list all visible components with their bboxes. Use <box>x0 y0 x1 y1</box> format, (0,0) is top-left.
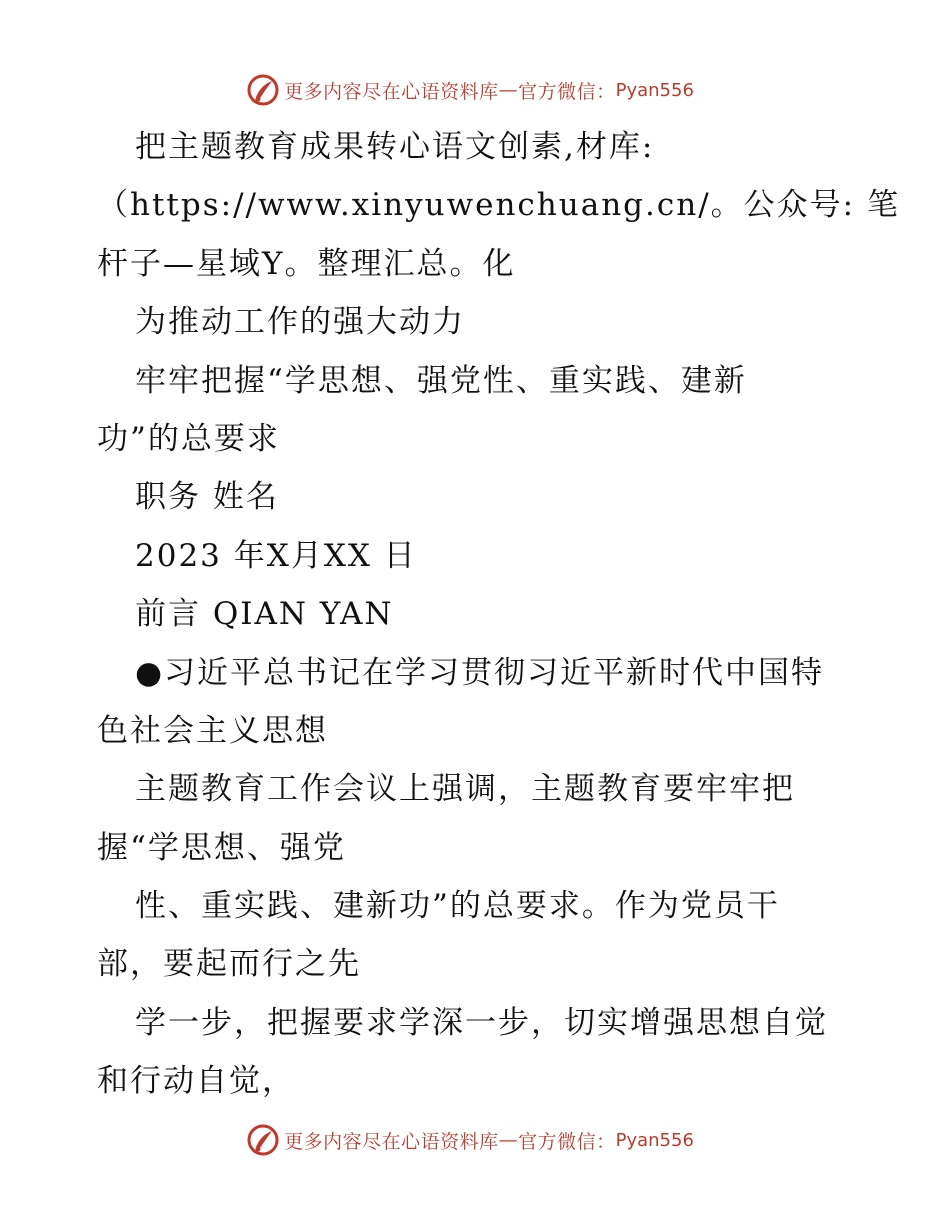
document-body <box>97 118 900 1111</box>
banner-dash: — <box>498 79 519 101</box>
brush-logo-icon <box>246 73 280 107</box>
text-line: 学一步，把握要求学深一步，切实增强思想自觉 <box>135 1004 828 1041</box>
banner-wechat-label: 官方微信： <box>518 80 616 103</box>
banner-wechat-id: Pyan556 <box>615 79 694 101</box>
footer-watermark-banner <box>0 1120 950 1160</box>
text-line: 前言 QIAN YAN <box>135 596 394 633</box>
text-line: 握“学思想、强党 <box>97 829 346 866</box>
text-line: 主题教育工作会议上强调，主题教育要牢牢把 <box>135 771 795 808</box>
text-line: 性、重实践、建新功”的总要求。作为党员干 <box>135 888 780 925</box>
text-line: 职务 姓名 <box>135 479 279 516</box>
text-line: 2023 年X月XX 日 <box>135 537 417 574</box>
banner-wechat-label: 官方微信： <box>518 1130 616 1153</box>
text-line: 牢牢把握“学思想、强党性、重实践、建新 <box>135 362 747 399</box>
text-line: 部，要起而行之先 <box>97 946 361 983</box>
text-line: 功”的总要求 <box>97 420 280 457</box>
text-line: 把主题教育成果转心语文创素,材库: <box>135 129 655 165</box>
text-line: （https://www.xinyuwenchuang.cn/。公众号: 笔 <box>97 187 900 224</box>
banner-dash: — <box>498 1129 519 1151</box>
banner-wechat-id: Pyan556 <box>615 1129 694 1151</box>
text-line: 色社会主义思想 <box>97 712 328 749</box>
brush-logo-icon <box>246 1123 280 1157</box>
text-line: ●习近平总书记在学习贯彻习近平新时代中国特 <box>135 654 825 691</box>
text-line: 和行动自觉， <box>97 1063 295 1100</box>
banner-site-text: 更多内容尽在心语资料库 <box>284 80 499 103</box>
banner-site-text: 更多内容尽在心语资料库 <box>284 1130 499 1153</box>
text-line: 为推动工作的强大动力 <box>135 304 465 341</box>
header-watermark-banner <box>0 70 950 110</box>
text-line: 杆子—星域Y。整理汇总。化 <box>97 245 516 282</box>
